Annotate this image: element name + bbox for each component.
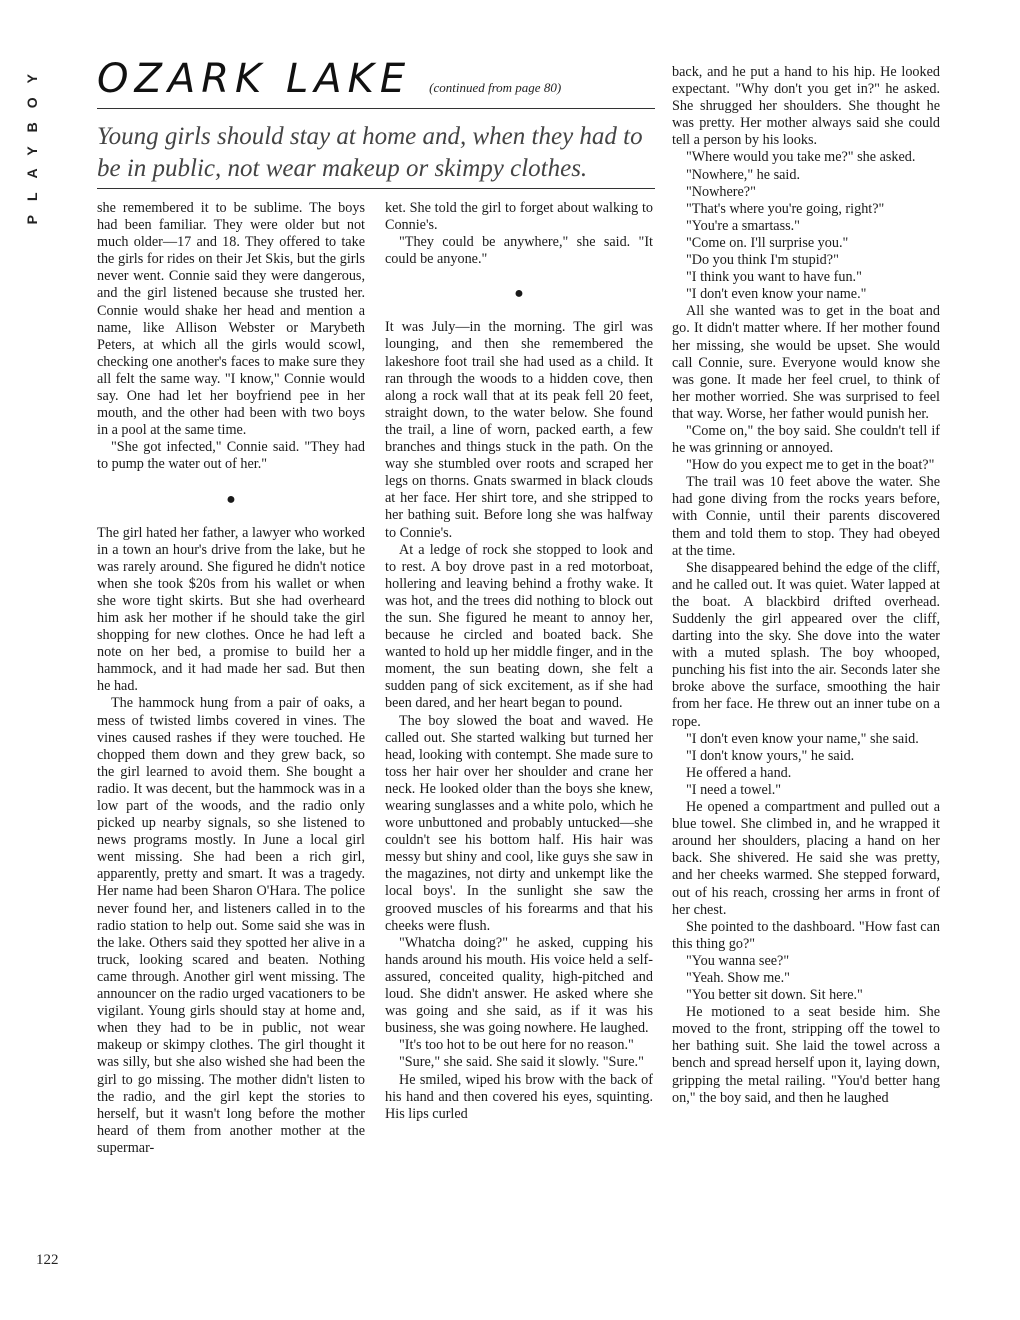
paragraph: He offered a hand. — [686, 764, 792, 781]
paragraph: "Whatcha doing?" he asked, cupping his hands around his mouth. His voice held a self-assured, conceited quality, high-pitched and loud. She didn't answer. He asked where she was going and she said, as if it was his business, she was going nowhere. He laughed. — [385, 934, 653, 1037]
article-header — [97, 56, 655, 185]
paragraph: "Do you think I'm stupid?" — [686, 252, 839, 269]
paragraph: It was July—in the morning. The girl was lounging, and then she remembered the lakeshore foot trail she had used as a child. It ran through the woods to a hidden cove, then along a rock wall that at its peak fell 20 feet, straight down, to the water below. She found the trail, a line of worn, packed earth, a few branches and things stuck in the path. On the way she stumbled over roots and scraped her legs on thorns. Gnats swarmed in black clouds at her face. Her shirt tore, and she stripped to her bathing suit. Before long she was halfway to Connie's. — [385, 319, 653, 541]
paragraph: "She got infected," Connie said. "They had to pump the water out of her." — [97, 439, 365, 473]
section-separator: ● — [514, 285, 524, 303]
pull-quote-rule — [97, 188, 655, 189]
header-rule — [97, 108, 655, 109]
paragraph: back, and he put a hand to his hip. He looked expectant. "Why don't you get in?" he asked. She shrugged her shoulders. She thought he was pretty. Her mother always said she could tell a person by his looks. — [672, 64, 940, 149]
paragraph: "I think you want to have fun." — [686, 269, 862, 286]
column-1 — [97, 200, 365, 1157]
magazine-side-label: PLAYBOY — [24, 60, 40, 225]
paragraph: "I don't even know your name," she said. — [686, 730, 919, 747]
paragraph: He smiled, wiped his brow with the back of his hand and then covered his eyes, squinting. His lips curled — [385, 1071, 653, 1122]
section-separator: ● — [226, 490, 236, 508]
paragraph: "Nowhere?" — [686, 183, 756, 200]
paragraph: "I don't know yours," he said. — [686, 747, 855, 764]
paragraph: The girl hated her father, a lawyer who worked in a town an hour's drive from the lake, but he was rarely around. She figured he didn't notice when she took $20s from his wallet or when she wore tight skirts. But she had overheard him ask her mother if he should take the girl shopping for new clothes. Once he had left a note on her bed, a promise to build her a hammock, and it had made her sad. But then he had. — [97, 524, 365, 695]
paragraph: "You better sit down. Sit here." — [686, 987, 863, 1004]
paragraph: "It's too hot to be out here for no reason." — [399, 1037, 634, 1054]
article-title: OZARK LAKE — [97, 56, 412, 102]
column-2 — [385, 200, 653, 1123]
paragraph: "Yeah. Show me." — [686, 969, 790, 986]
paragraph: "Nowhere," he said. — [686, 166, 801, 183]
paragraph: "How do you expect me to get in the boat?" — [686, 457, 935, 474]
paragraph: ket. She told the girl to forget about walking to Connie's. — [385, 200, 653, 234]
pull-quote: Young girls should stay at home and, when they had to be in public, not wear makeup or skimpy clothes. — [97, 123, 643, 182]
paragraph: "Come on. I'll surprise you." — [686, 234, 849, 251]
paragraph: "Where would you take me?" she asked. — [686, 149, 916, 166]
paragraph: He motioned to a seat beside him. She moved to the front, stripping off the towel to her bathing suit. She laid the towel across a bench and spread herself upon it, laying down, gripping the metal railing. "You'd better hang on," the boy said, and then he laughed — [672, 1004, 940, 1106]
paragraph: All she wanted was to get in the boat and go. It didn't matter where. If her mother found her missing, she would be upset. She would call Connie, sure. Everyone would know she was gone. It made her feel cruel, to think of her mother worried. She was surprised to feel that way. Worse, her father would punish her. — [672, 303, 940, 422]
paragraph: "I need a towel." — [686, 781, 782, 798]
paragraph: "I don't even know your name." — [686, 286, 867, 303]
paragraph: He opened a compartment and pulled out a blue towel. She climbed in, and he wrapped it around her shoulders, placing a hand on her back. She shivered. He said she was pretty, and her cheeks warmed. She stepped forward, out of his reach, crossing her arms in front of her chest. — [672, 799, 940, 918]
paragraph: The boy slowed the boat and waved. He called out. She started walking but turned her head, looking with contempt. She made sure to toss her hair over her shoulder and crane her neck. He looked older than the boys she knew, wearing sunglasses and a white polo, which he wore unbuttoned and probably untucked—she couldn't see his bottom half. His hair was messy but shiny and cool, like guys she saw in the magazines, not dirty and unkempt like the local boys'. In the sunlight she saw the grooved muscles of his forearms and that his cheeks were flush. — [385, 712, 653, 934]
paragraph: "You wanna see?" — [686, 952, 790, 969]
paragraph: At a ledge of rock she stopped to look and to rest. A boy drove past in a red motorboat, hollering and leaving behind a frothy wake. It was hot, and the trees did nothing to block out the sun. She figured he meant to annoy her, because he circled and boated back. She wanted to hold up her middle finger, and in the moment, the sun beating down, she felt a sudden pang of sick excitement, as if she had been dared, and her heart began to pound. — [385, 541, 653, 712]
paragraph: "They could be anywhere," she said. "It could be anyone." — [385, 234, 653, 268]
paragraph: "Sure," she said. She said it slowly. "Sure." — [399, 1054, 644, 1071]
page-number: 122 — [36, 1252, 59, 1268]
continued-note: (continued from page 80) — [429, 80, 562, 95]
paragraph: "Come on," the boy said. She couldn't tell if he was grinning or annoyed. — [672, 422, 940, 457]
title-row — [97, 56, 655, 108]
paragraph: She disappeared behind the edge of the cliff, and he called out. It was quiet. Water lapped at the boat. A blackbird drifted overhead. Suddenly the girl appeared over the cliff, darting into the sky. She dove into the water with a muted splash. The boy whooped, punching his fist into the air. Seconds later she broke above the surface, smoothing the hair from her face. He threw out an inner tube on a rope. — [672, 559, 940, 730]
paragraph: The trail was 10 feet above the water. She had gone diving from the rocks years before, with Connie, until their parents discovered them and told them to stop. They had obeyed at the time. — [672, 474, 940, 559]
paragraph: She pointed to the dashboard. "How fast can this thing go?" — [672, 918, 940, 952]
paragraph: she remembered it to be sublime. The boys had been familiar. They were older but not much older—17 and 18. They offered to take the girls for rides on their Jet Skis, but the girls never went. Connie said they were dangerous, and the girl listened because she trusted her. Connie would shake her head and mention a name, like Allison Webster or Marybeth Peters, at which all the girls would scowl, checking one another's faces to make sure they all felt the same way. "I know," Connie would say. One had let her boyfriend pee in her mouth, and the other had been with two boys in a pool at the same time. — [97, 200, 365, 439]
paragraph: "That's where you're going, right?" — [686, 200, 885, 217]
column-3 — [672, 64, 940, 1107]
paragraph: The hammock hung from a pair of oaks, a mess of twisted limbs covered in vines. The vines caused rashes if they were touched. He chopped them down and they grew back, so the girl learned to avoid them. She bought a radio. It was decent, but the hammock was in a low part of the woods, and the radio only picked up nearby signals, so she listened to news programs mostly. In June a local girl went missing. She had been a rich girl, apparently, pretty and smart. It was a tragedy. Her name had been Sharon O'Hara. The police never found her, and listeners called in to the radio station to help out. Some said she was in the lake. Others said they spotted her alive in a truck, looking scared and beaten. Nothing came through. Another girl went missing. The announcer on the radio urged vacationers to be vigilant. Young girls should stay at home and, when they had to be in public, not wear makeup or skimpy clothes. The girl thought it was silly, but she also wished she had been the girl to go missing. The mother didn't listen to the radio, and the girl kept the stories to herself, but it wasn't long before the mother heard of them from another mother at the supermar- — [97, 695, 365, 1156]
paragraph: "You're a smartass." — [686, 217, 800, 234]
